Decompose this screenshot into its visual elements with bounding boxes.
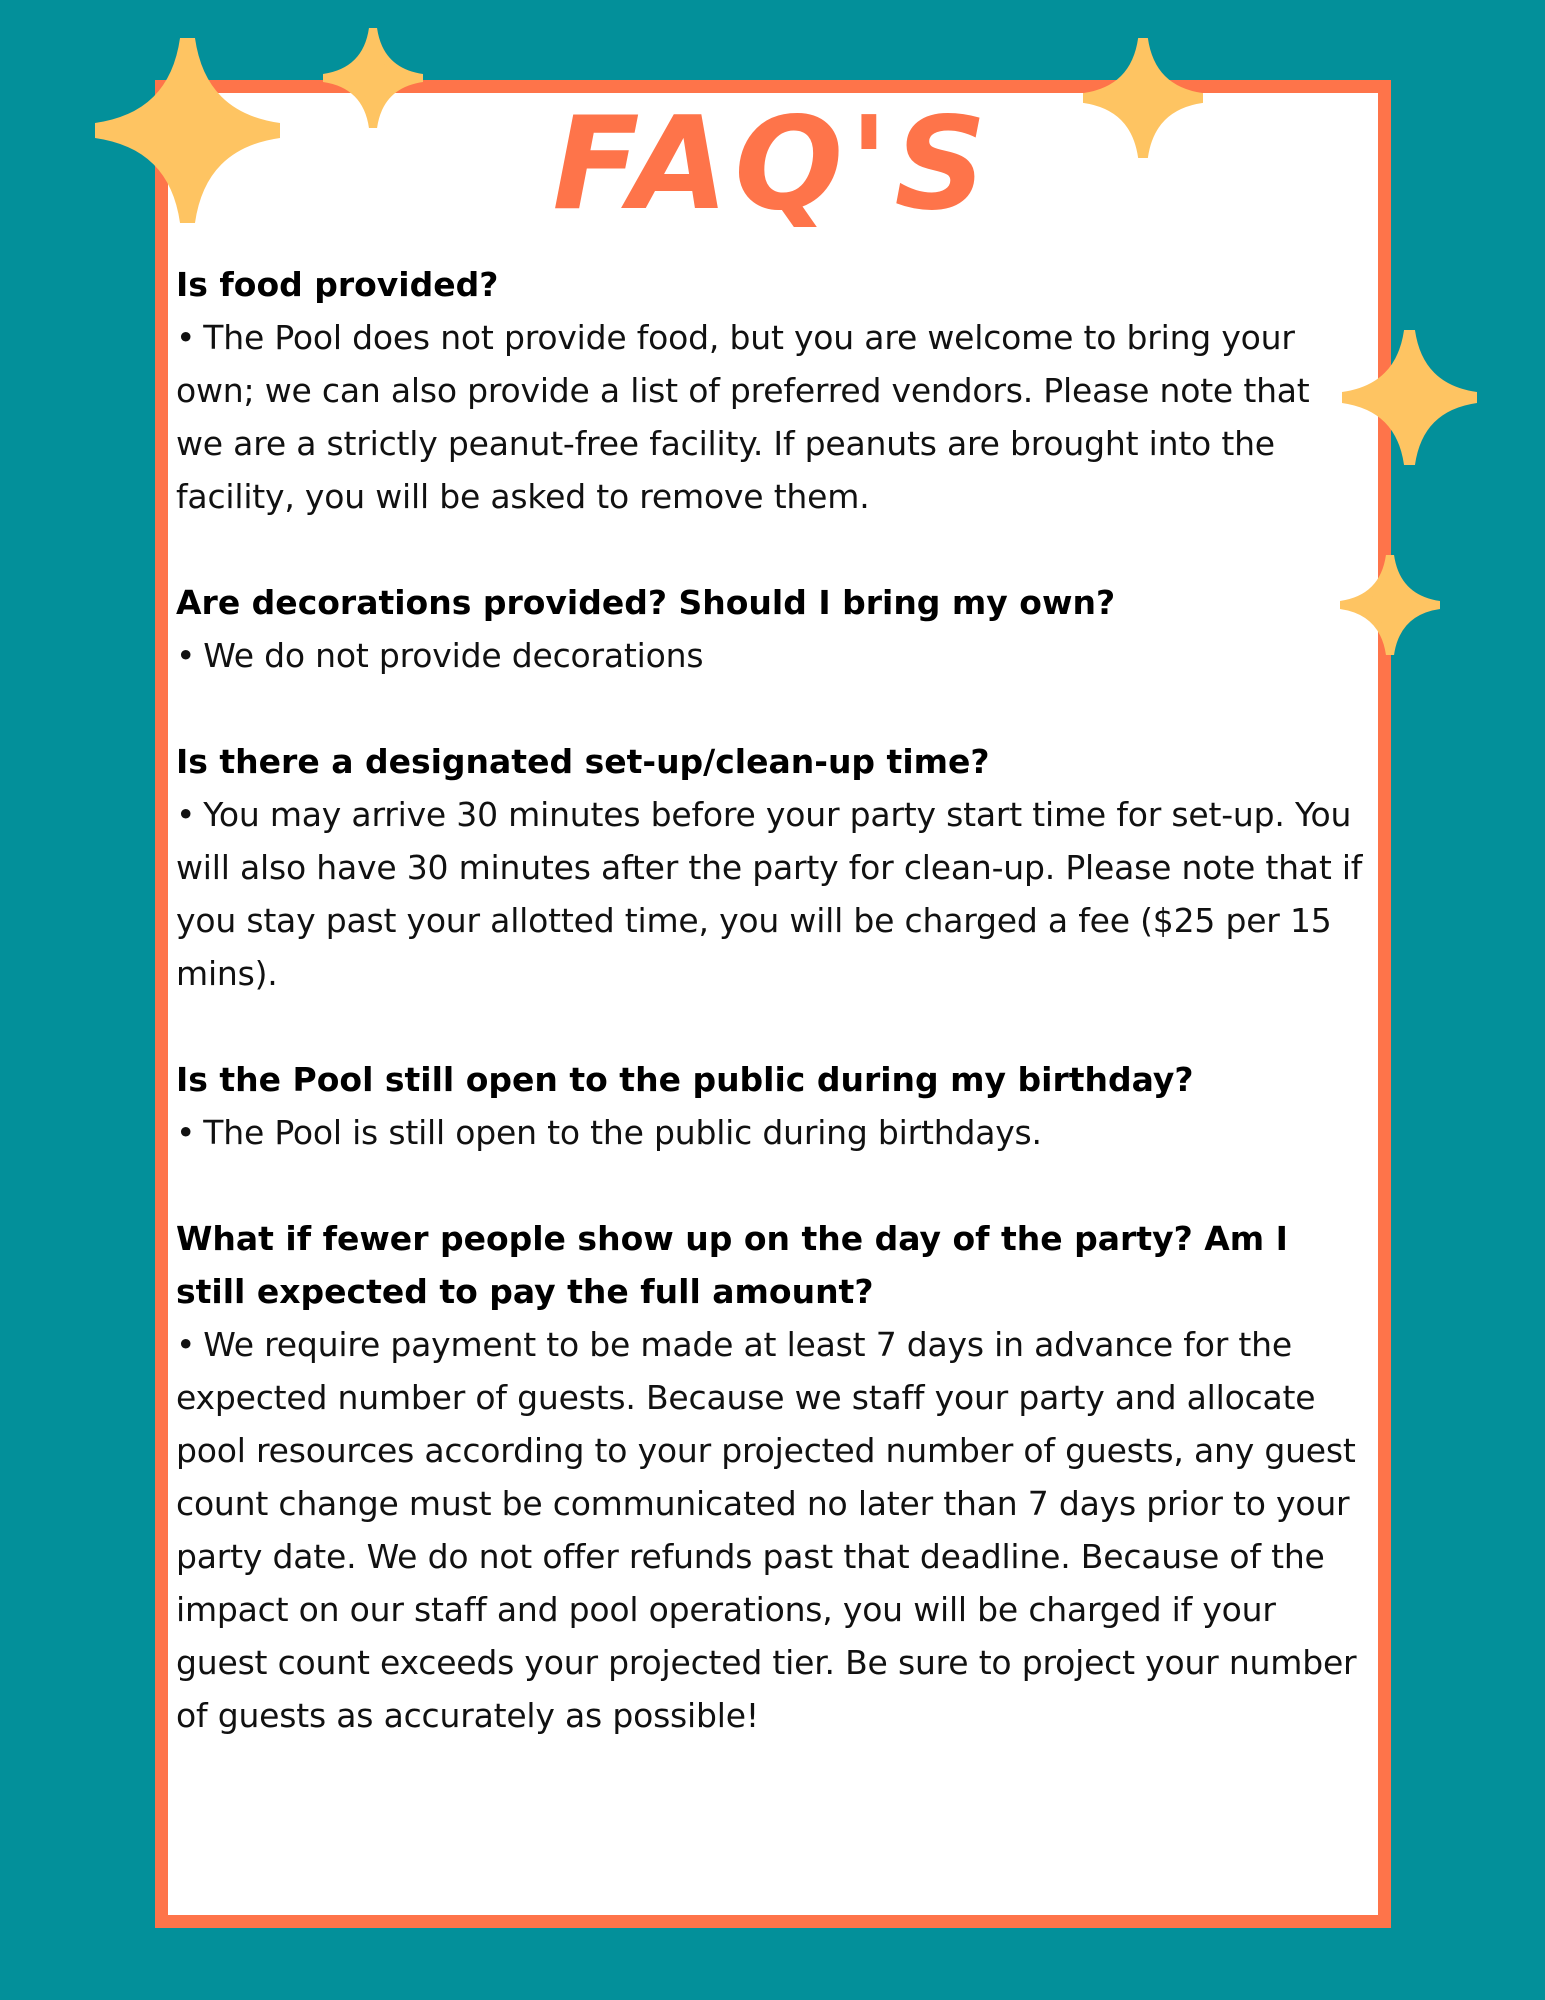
faq-item-payment xyxy=(176,1212,1366,1742)
faq-answer xyxy=(176,629,1366,682)
sparkle-star-icon xyxy=(323,28,423,128)
faq-list xyxy=(176,258,1366,1795)
faq-answer-text: The Pool does not provide food, but you are welcome to bring your own; we can also provide a list of preferred vendors. Please note that we are a strictly peanut-free facility. If peanuts are brought into the facility, you will be asked to remove them. xyxy=(176,318,1310,516)
faq-answer-text: You may arrive 30 minutes before your party start time for set-up. You will also have 30 minutes after the party for clean-up. Please note that if you stay past your allotted time, you will be charged a fee ($25 per 15 mins). xyxy=(176,795,1363,993)
sparkle-star-icon xyxy=(95,38,280,223)
faq-item-setup-time xyxy=(176,735,1366,1000)
faq-item-food xyxy=(176,258,1366,523)
faq-question: Is the Pool still open to the public during my birthday? xyxy=(176,1060,1194,1099)
faq-answer xyxy=(176,1106,1366,1159)
page-title: FAQ'S xyxy=(552,90,993,239)
bullet-icon: • xyxy=(176,795,196,834)
faq-answer xyxy=(176,1318,1366,1742)
faq-answer-text: We do not provide decorations xyxy=(203,636,704,675)
faq-answer-text: The Pool is still open to the public during birthdays. xyxy=(203,1113,1042,1152)
sparkle-star-icon xyxy=(1083,38,1203,158)
bullet-icon: • xyxy=(176,318,196,357)
faq-answer-text: We require payment to be made at least 7 days in advance for the expected number of guests. Because we staff your party and allocate pool resources according to your projected number of guests, any guest count change must be communicated no later than 7 days prior to your party date. We do not offer refunds past that deadline. Because of the impact on our staff and pool operations, you will be charged if your guest count exceeds your projected tier. Be sure to project your number of guests as accurately as possible! xyxy=(176,1325,1357,1735)
faq-item-decorations xyxy=(176,576,1366,682)
sparkle-star-icon xyxy=(1342,330,1477,465)
faq-question: Are decorations provided? Should I bring my own? xyxy=(176,583,1116,622)
faq-item-public-access xyxy=(176,1053,1366,1159)
sparkle-star-icon xyxy=(1340,555,1440,655)
faq-question: Is food provided? xyxy=(176,265,499,304)
faq-answer xyxy=(176,311,1366,523)
bullet-icon: • xyxy=(176,1325,196,1364)
bullet-icon: • xyxy=(176,636,196,675)
faq-question: What if fewer people show up on the day of the party? Am I still expected to pay the full amount? xyxy=(176,1219,1288,1311)
bullet-icon: • xyxy=(176,1113,196,1152)
faq-question: Is there a designated set-up/clean-up time? xyxy=(176,742,990,781)
faq-answer xyxy=(176,788,1366,1000)
